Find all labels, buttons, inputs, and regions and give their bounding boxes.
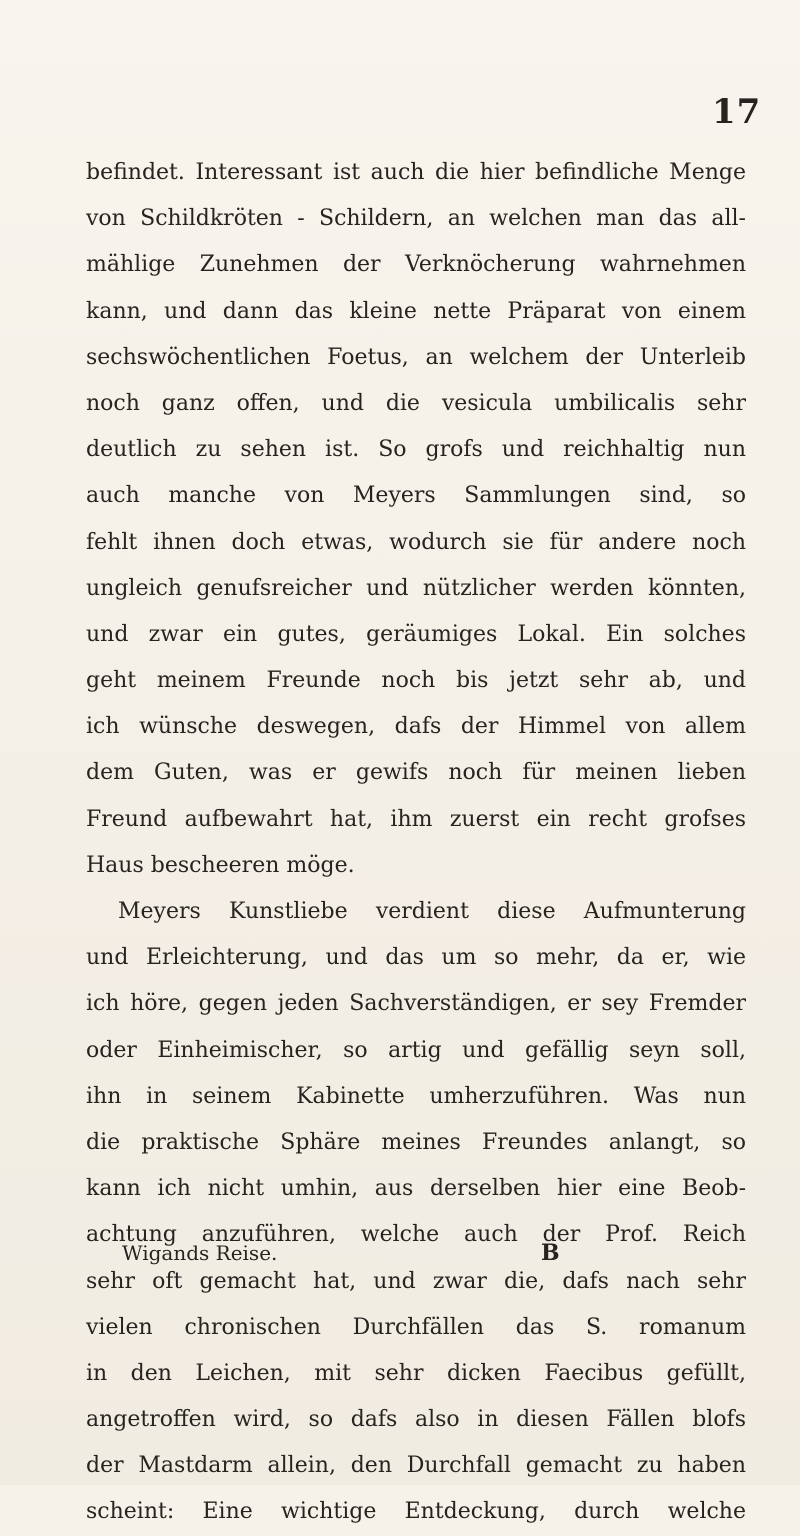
- signature-mark: B: [541, 1240, 560, 1266]
- text-line: sechswöchentlichen Foetus, an welchem der Unterleib: [86, 344, 746, 370]
- text-line: auch manche von Meyers Sammlungen sind, so: [86, 483, 746, 509]
- text-line: kann, und dann das kleine nette Präparat von einem: [86, 298, 746, 324]
- text-line: deutlich zu sehen ist. So grofs und reichhaltig nun: [86, 437, 746, 463]
- text-line: fehlt ihnen doch etwas, wodurch sie für andere noch: [86, 529, 746, 555]
- text-line: und Erleichterung, und das um so mehr, da er, wie: [86, 945, 746, 971]
- text-line: der Mastdarm allein, den Durchfall gemacht zu haben: [86, 1453, 746, 1479]
- text-line: die praktische Sphäre meines Freundes anlangt, so: [86, 1129, 746, 1155]
- text-line: befindet. Interessant ist auch die hier befindliche Menge: [86, 160, 746, 185]
- text-line: vielen chronischen Durchfällen das S. romanum: [86, 1314, 746, 1340]
- text-line: in den Leichen, mit sehr dicken Faecibus gefüllt,: [86, 1360, 746, 1386]
- text-line: mählige Zunehmen der Verknöcherung wahrnehmen: [86, 252, 746, 278]
- text-line: scheint: Eine wichtige Entdeckung, durch welche: [86, 1499, 746, 1525]
- text-line: von Schildkröten - Schildern, an welchen man das all-: [86, 206, 746, 232]
- text-line: ungleich genufsreicher und nützlicher werden könnten,: [86, 575, 746, 601]
- text-line: sehr oft gemacht hat, und zwar die, dafs nach sehr: [86, 1268, 746, 1294]
- text-line: kann ich nicht umhin, aus derselben hier eine Beob-: [86, 1176, 746, 1202]
- text-line: ihn in seinem Kabinette umherzuführen. Was nun: [86, 1083, 746, 1109]
- text-line: Freund aufbewahrt hat, ihm zuerst ein recht grofses: [86, 806, 746, 832]
- page-number: 17: [712, 92, 762, 132]
- text-line: ich höre, gegen jeden Sachverständigen, er sey Fremder: [86, 991, 746, 1017]
- running-title: Wigands Reise.: [122, 1241, 278, 1265]
- text-line: ich wünsche deswegen, dafs der Himmel von allem: [86, 714, 746, 740]
- text-line: oder Einheimischer, so artig und gefällig seyn soll,: [86, 1037, 746, 1063]
- page-footer: [86, 1233, 746, 1273]
- text-line: und zwar ein gutes, geräumiges Lokal. Ein solches: [86, 621, 746, 647]
- text-line: noch ganz offen, und die vesicula umbilicalis sehr: [86, 390, 746, 416]
- text-line: geht meinem Freunde noch bis jetzt sehr ab, und: [86, 668, 746, 694]
- body-text: [86, 150, 746, 1536]
- paragraph-end-line: Haus bescheeren möge.: [86, 852, 355, 878]
- paragraph-start-line: Meyers Kunstliebe verdient diese Aufmunterung: [118, 899, 746, 924]
- text-line: dem Guten, was er gewifs noch für meinen lieben: [86, 760, 746, 786]
- text-line: angetroffen wird, so dafs also in diesen Fällen blofs: [86, 1407, 746, 1433]
- text-line: achtung anzuführen, welche auch der Prof. Reich: [86, 1222, 746, 1248]
